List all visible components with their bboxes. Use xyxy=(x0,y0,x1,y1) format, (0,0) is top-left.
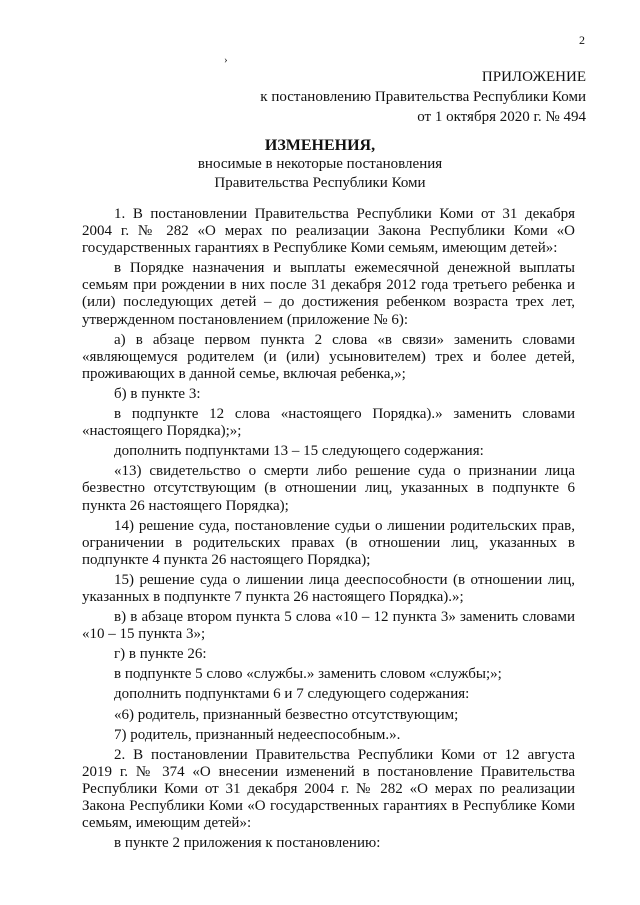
paragraph: б) в пункте 3: xyxy=(114,385,201,402)
paragraph: 7) родитель, признанный недееспособным.». xyxy=(114,726,401,743)
paragraph: «6) родитель, признанный безвестно отсутствующим; xyxy=(114,706,459,723)
paragraph: 1. В постановлении Правительства Республики Коми от 31 декабря 2004 г. № 282 «О мерах по реализации Закона Республики Коми «О государственных гарантиях в Республике Коми семьям, имеющим детей»: xyxy=(82,206,575,257)
paragraph: в Порядке назначения и выплаты ежемесячной денежной выплаты семьям при рождении в них после 31 декабря 2012 года третьего ребенка и (или) последующих детей – до достижения ребенком возраста трех лет, утвержденном постановлением (приложение № 6): xyxy=(82,260,575,328)
paragraph: а) в абзаце первом пункта 2 слова «в связи» заменить словами «являющемуся родителем (и (или) усыновителем) трех и более детей, проживающих в данной семье, включая ребенка,»; xyxy=(82,331,575,382)
paragraph: в подпункте 5 слово «службы.» заменить словом «службы;»; xyxy=(114,666,502,683)
paragraph: в) в абзаце втором пункта 5 слова «10 – 12 пункта 3» заменить словами «10 – 15 пункта 3»; xyxy=(82,609,575,643)
paragraph: в подпункте 12 слова «настоящего Порядка).» заменить словами «настоящего Порядка);»; xyxy=(82,406,575,440)
page-number: 2 xyxy=(579,33,585,47)
document-heading xyxy=(70,136,570,193)
appendix-title: ПРИЛОЖЕНИЕ xyxy=(481,69,586,85)
heading-line-2: Правительства Республики Коми xyxy=(214,175,426,191)
paragraph: «13) свидетельство о смерти либо решение суда о признании лица безвестно отсутствующим (в отношении лиц, указанных в подпункте 6 пункта 26 настоящего Порядка); xyxy=(82,463,575,514)
appendix-header xyxy=(186,67,586,127)
paragraph: г) в пункте 26: xyxy=(114,646,207,663)
paragraph: 15) решение суда о лишении лица дееспособности (в отношении лиц, указанных в подпункте 7 пункта 26 настоящего Порядка).»; xyxy=(82,571,575,605)
heading-title: ИЗМЕНЕНИЯ, xyxy=(264,137,376,154)
stray-mark: › xyxy=(224,54,228,66)
paragraph: 2. В постановлении Правительства Республики Коми от 12 августа 2019 г. № 374 «О внесении изменений в постановление Правительства Республики Коми от 31 декабря 2004 г. № 282 «О мерах по реализации Закона Республики Коми «О государственных гарантиях в Республике Коми семьям, имеющим детей»: xyxy=(82,746,575,832)
paragraph: дополнить подпунктами 13 – 15 следующего содержания: xyxy=(114,443,484,460)
paragraph: в пункте 2 приложения к постановлению: xyxy=(114,835,381,852)
heading-line-1: вносимые в некоторые постановления xyxy=(197,156,443,172)
appendix-line-1: к постановлению Правительства Республики Коми xyxy=(260,89,586,105)
appendix-line-2: от 1 октября 2020 г. № 494 xyxy=(417,109,586,125)
document-body xyxy=(82,206,575,855)
paragraph: 14) решение суда, постановление судьи о лишении родительских прав, ограничении в родительских правах (в отношении лиц, указанных в подпункте 4 пункта 26 настоящего Порядка); xyxy=(82,517,575,568)
paragraph: дополнить подпунктами 6 и 7 следующего содержания: xyxy=(114,686,470,703)
